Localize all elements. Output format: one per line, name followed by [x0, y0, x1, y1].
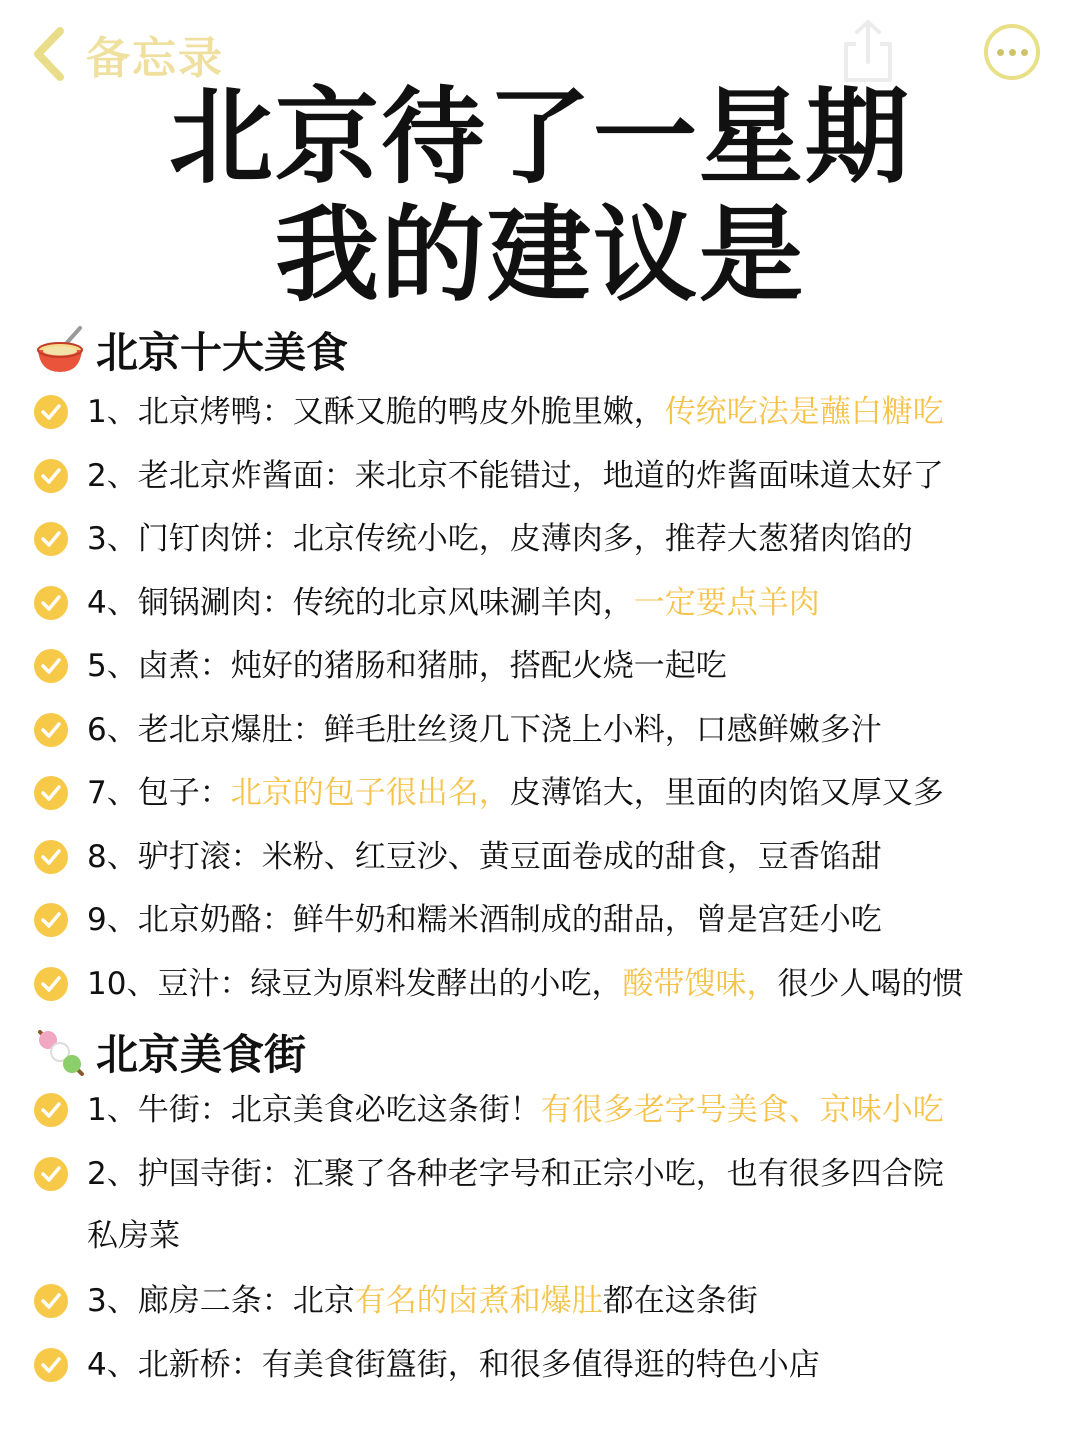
- item-text-main: 2、老北京炸酱面：来北京不能错过，地道的炸酱面味道太好了: [87, 458, 944, 494]
- check-badge: [34, 395, 68, 429]
- item-text-highlight: 酸带馊味，: [622, 966, 778, 1002]
- check-icon: [41, 721, 61, 739]
- check-icon: [41, 848, 61, 866]
- item-text-main: 8、驴打滚：米粉、红豆沙、黄豆面卷成的甜食，豆香馅甜: [87, 839, 882, 875]
- item-text-main: 1、北京烤鸭：又酥又脆的鸭皮外脆里嫩，: [87, 394, 665, 430]
- check-icon: [41, 1292, 61, 1310]
- item-text: [87, 964, 963, 1004]
- check-badge: [34, 903, 68, 937]
- item-text-main: 4、铜锅涮肉：传统的北京风味涮羊肉，: [87, 585, 634, 621]
- item-text-main: 10、豆汁：绿豆为原料发酵出的小吃，: [87, 966, 623, 1002]
- item-text: [87, 773, 944, 813]
- item-text-main: 9、北京奶酪：鲜牛奶和糯米酒制成的甜品，曾是宫廷小吃: [87, 902, 882, 938]
- item-text-main: 2、护国寺街：汇聚了各种老字号和正宗小吃，也有很多四合院: [87, 1156, 944, 1192]
- soup-bowl-icon: [34, 324, 86, 376]
- check-badge: [34, 1093, 68, 1127]
- check-icon: [41, 594, 61, 612]
- check-icon: [41, 1101, 61, 1119]
- item-text-main: 1、牛街：北京美食必吃这条街！: [87, 1092, 541, 1128]
- skewer-icon: [34, 1026, 86, 1078]
- item-text: [87, 583, 820, 623]
- check-icon: [41, 975, 61, 993]
- check-badge: [34, 713, 68, 747]
- title-line-1: 北京待了一星期: [168, 76, 911, 198]
- section-heading-food: [34, 320, 348, 380]
- section-title: 北京十大美食: [96, 328, 349, 377]
- item-text: [87, 900, 882, 940]
- item-text-highlight: 一定要点羊肉: [633, 585, 820, 621]
- check-icon: [41, 1165, 61, 1183]
- item-text-main: 3、门钉肉饼：北京传统小吃，皮薄肉多，推荐大葱猪肉馅的: [87, 521, 913, 557]
- item-text-main: 7、包子：: [87, 775, 231, 811]
- item-text: [87, 1090, 944, 1130]
- check-badge: [34, 840, 68, 874]
- check-badge: [34, 1284, 68, 1318]
- item-text: [87, 1281, 758, 1321]
- item-text-highlight: 有很多老字号美食、京味小吃: [540, 1092, 944, 1128]
- item-text: [87, 646, 727, 686]
- check-badge: [34, 776, 68, 810]
- more-options-button[interactable]: [984, 24, 1040, 80]
- item-text-highlight: 有名的卤煮和爆肚: [354, 1283, 603, 1319]
- check-icon: [41, 1356, 61, 1374]
- check-icon: [41, 784, 61, 802]
- item-text: [87, 710, 882, 750]
- page-title: [0, 78, 1080, 314]
- item-text: [87, 519, 913, 559]
- item-text-main: 6、老北京爆肚：鲜毛肚丝烫几下浇上小料，口感鲜嫩多汁: [87, 712, 882, 748]
- item-text: [87, 392, 944, 432]
- check-badge: [34, 459, 68, 493]
- check-badge: [34, 967, 68, 1001]
- dot-icon: [1021, 49, 1028, 56]
- chevron-left-icon: [28, 25, 72, 83]
- share-icon[interactable]: [840, 18, 896, 84]
- back-label: 备忘录: [86, 33, 224, 84]
- item-text-tail: 很少人喝的惯: [777, 966, 964, 1002]
- check-badge: [34, 522, 68, 556]
- item-text: [87, 1154, 944, 1194]
- item-text-main: 5、卤煮：炖好的猪肠和猪肺，搭配火烧一起吃: [87, 648, 727, 684]
- check-icon: [41, 530, 61, 548]
- item-text-tail: 都在这条街: [602, 1283, 758, 1319]
- check-badge: [34, 1348, 68, 1382]
- section-heading-streets: [34, 1022, 306, 1082]
- check-icon: [41, 467, 61, 485]
- item-text-highlight: 传统吃法是蘸白糖吃: [664, 394, 944, 430]
- check-icon: [41, 911, 61, 929]
- item-text-tail: 皮薄馅大，里面的肉馅又厚又多: [509, 775, 944, 811]
- item-text-highlight: 北京的包子很出名，: [230, 775, 510, 811]
- check-badge: [34, 649, 68, 683]
- check-badge: [34, 1157, 68, 1191]
- item-text: [87, 1345, 820, 1385]
- item-text-main: 4、北新桥：有美食街簋街，和很多值得逛的特色小店: [87, 1347, 820, 1383]
- check-icon: [41, 657, 61, 675]
- title-line-2: 我的建议是: [274, 194, 805, 316]
- item-text: [87, 837, 882, 877]
- check-badge: [34, 586, 68, 620]
- item-text: [87, 456, 944, 496]
- check-icon: [41, 403, 61, 421]
- section-title: 北京美食街: [96, 1030, 307, 1079]
- item-text-continued: 私房菜: [87, 1218, 180, 1254]
- dot-icon: [1009, 49, 1016, 56]
- dot-icon: [997, 49, 1004, 56]
- item-text-main: 3、廊房二条：北京: [87, 1283, 355, 1319]
